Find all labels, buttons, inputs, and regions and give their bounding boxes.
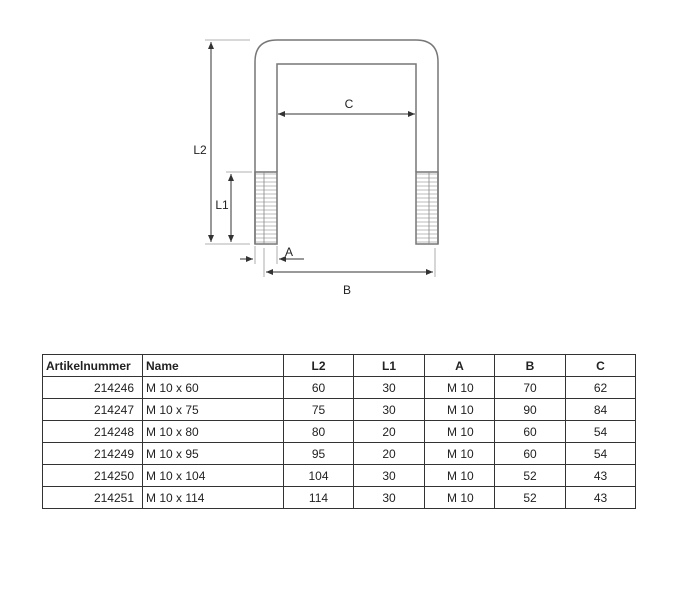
cell-a: M 10 (425, 421, 495, 443)
header-a: A (425, 355, 495, 377)
table-row (43, 465, 636, 487)
label-l1: L1 (215, 198, 229, 212)
header-c: C (566, 355, 636, 377)
cell-l1: 30 (354, 465, 425, 487)
cell-b: 90 (495, 399, 566, 421)
cell-l1: 30 (354, 487, 425, 509)
header-l1: L1 (354, 355, 425, 377)
cell-name: M 10 x 75 (143, 399, 284, 421)
cell-b: 60 (495, 421, 566, 443)
cell-l1: 30 (354, 399, 425, 421)
header-b: B (495, 355, 566, 377)
cell-a: M 10 (425, 465, 495, 487)
dimension-l1 (215, 172, 252, 242)
cell-a: M 10 (425, 487, 495, 509)
label-l2: L2 (193, 143, 207, 157)
cell-artikelnummer: 214246 (43, 377, 143, 399)
dimension-l2 (193, 40, 250, 244)
cell-b: 70 (495, 377, 566, 399)
cell-artikelnummer: 214249 (43, 443, 143, 465)
cell-artikelnummer: 214247 (43, 399, 143, 421)
cell-name: M 10 x 80 (143, 421, 284, 443)
cell-c: 43 (566, 465, 636, 487)
label-a: A (284, 245, 294, 259)
cell-l2: 75 (284, 399, 354, 421)
cell-b: 52 (495, 487, 566, 509)
cell-c: 62 (566, 377, 636, 399)
label-b: B (342, 283, 352, 297)
cell-name: M 10 x 114 (143, 487, 284, 509)
cell-l1: 30 (354, 377, 425, 399)
header-artikelnummer: Artikelnummer (43, 355, 143, 377)
cell-l2: 104 (284, 465, 354, 487)
cell-artikelnummer: 214251 (43, 487, 143, 509)
cell-l1: 20 (354, 443, 425, 465)
u-bolt-shape (255, 40, 438, 244)
header-name: Name (143, 355, 284, 377)
cell-a: M 10 (425, 377, 495, 399)
cell-a: M 10 (425, 443, 495, 465)
cell-b: 60 (495, 443, 566, 465)
cell-artikelnummer: 214248 (43, 421, 143, 443)
cell-a: M 10 (425, 399, 495, 421)
label-c: C (344, 97, 354, 111)
header-l2: L2 (284, 355, 354, 377)
table-row (43, 399, 636, 421)
cell-b: 52 (495, 465, 566, 487)
table-header-row (43, 355, 636, 377)
dimension-a (240, 245, 304, 264)
right-thread (416, 172, 438, 244)
cell-artikelnummer: 214250 (43, 465, 143, 487)
cell-l2: 95 (284, 443, 354, 465)
dimension-c (278, 97, 415, 114)
spec-table (42, 354, 636, 509)
table-row (43, 443, 636, 465)
cell-name: M 10 x 95 (143, 443, 284, 465)
cell-c: 54 (566, 443, 636, 465)
cell-l2: 60 (284, 377, 354, 399)
cell-c: 84 (566, 399, 636, 421)
cell-name: M 10 x 104 (143, 465, 284, 487)
left-thread (255, 172, 277, 244)
cell-c: 43 (566, 487, 636, 509)
table-row (43, 421, 636, 443)
cell-c: 54 (566, 421, 636, 443)
table-row (43, 487, 636, 509)
table-row (43, 377, 636, 399)
cell-l2: 80 (284, 421, 354, 443)
cell-name: M 10 x 60 (143, 377, 284, 399)
cell-l2: 114 (284, 487, 354, 509)
cell-l1: 20 (354, 421, 425, 443)
